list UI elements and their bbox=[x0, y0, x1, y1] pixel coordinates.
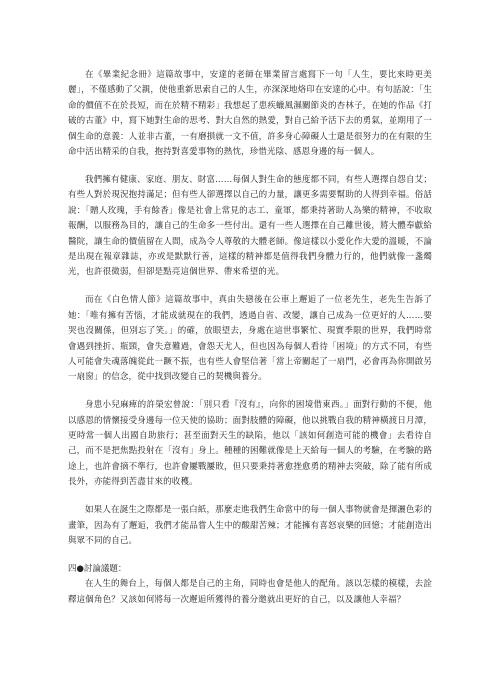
paragraph-2: 我們擁有健康、家庭、朋友、財富……每個人對生命的態度都不同，有些人選擇自怨自艾；有些人對於現況抱持滿足；但有些人卻選擇以自己的力量，讓更多需要幫助的人得到幸福。俗話說：「贈人玫瑰，手有餘香」像是社會上常見的志工、童軍，都秉持著助人為樂的精神，不收取報酬，以服務為目的，讓自己的生命多一些付出。還有一些人選擇在自己離世後，將大體奉獻給醫院，讓生命的價值留在人間，成為令人尊敬的大體老師。像這樣以小愛化作大愛的溫暖，不論是出現在報章雜誌，亦或是默默行善，這樣的精神都是值得我們身體力行的，他們就像一盞燭光，也許很微弱，但卻是點亮這個世界、帶來希望的光。 bbox=[68, 174, 432, 278]
discussion-text: 在人生的舞台上，每個人都是自己的主角，同時也會是他人的配角。該以怎樣的模樣，去詮釋這個角色？又該如何將每一次邂逅所獲得的養分邀就出更好的自己，以及讓他人幸福？ bbox=[68, 579, 432, 605]
paragraph-1: 在《畢業紀念冊》這篇故事中，安達的老師在畢業留言處寫下一句「人生，要比來時更美麗」，不僅感動了父親，使他重新思索自己的人生，亦深深地烙印在安達的心中。有句話說：「生命的價值不在於長短，而在於精不精彩」我想起了患疾蠟風濕關節炎的杏林子，在她的作品《打破的古董》中，寫下她對生命的思考、對大自然的熱愛，對自己給予活下去的勇氣，並期用了一個生命的意義：人並非古董，一有磨損就一文不值，許多身心障礙人士還是很努力的在有限的生命中活出精采的自我，抱持對喜愛事物的熱忱，珍惜光陰、感恩身邊的每一個人。 bbox=[68, 70, 432, 158]
paragraph-5: 如果人在誕生之際都是一張白紙，那麼走進我們生命當中的每一個人事物就會是揮灑色彩的畫筆，因為有了邂逅，我們才能品嘗人生中的酸甜苦辣；才能擁有喜怒哀樂的回憶；才能創造出與眾不同的自己。 bbox=[68, 505, 432, 546]
paragraph-4: 身患小兒麻痺的許榮宏曾說：「別只看『沒有』，向你的困境借東西。」面對行動的不便，他以感恩的情懷接受身邊每一位天使的協助；面對肢體的障礙，他以挑戰自我的精神橫渡日月潭，更時常一個人出國自助旅行；甚至面對天生的缺陷，他以「該如何創造可能的機會」去看待自己，而不是把焦點投射在「沒有」身上。種種的困難就像是上天給每一個人的考驗，在考驗的路途上，也許會摘不準行，也許會屢戰屢敗，但只要秉持著愈挫愈勇的精神去突破，除了能有所成長外，亦能得到苦盡甘來的收穫。 bbox=[68, 400, 432, 488]
paragraph-3: 而在《白色情人節》這篇故事中，真由失戀後在公車上邂逅了一位老先生，老先生告訴了她：「唯有擁有苦惱，才能成就現在的我們，透過自省、改變，讓自己成為一位更好的人……要哭也沒關係，但別忘了笑。」的確，放眼望去，身處在這世事繁忙、現實季限的世界，我們時常會遇到挫折、瓶頸，會失意難過，會怨天尤人，但也因為每個人看待「困境」的方式不同，有些人可能會失魂落魄從此一蹶不振，也有些人會堅信著「當上帝關起了一扇門，必會再為你開啟另一扇窗」的信念，從中找到改變自己的契機與養分。 bbox=[68, 295, 432, 383]
discussion-heading: 四●討論議題： bbox=[68, 563, 127, 574]
